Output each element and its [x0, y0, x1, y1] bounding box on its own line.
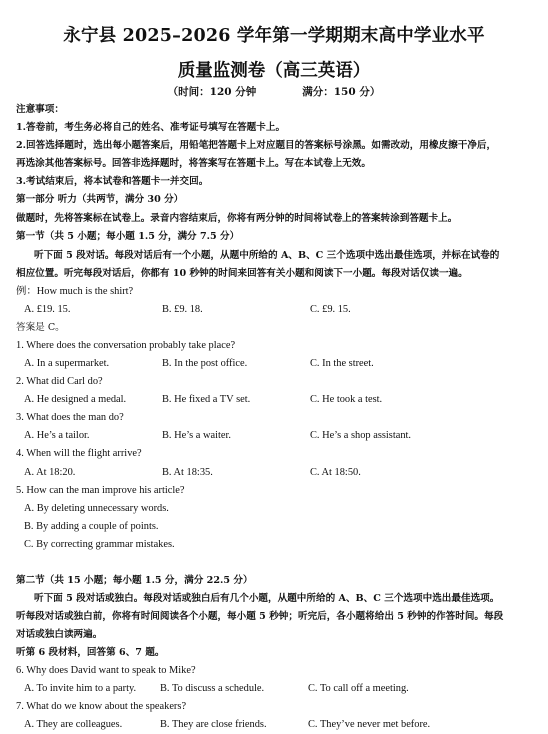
question-5: 5. How can the man improve his article? — [16, 485, 185, 496]
question-7: 7. What do we know about the speakers? — [16, 701, 187, 712]
question-3-option-b: B. He’s a waiter. — [162, 430, 231, 441]
question-3: 3. What does the man do? — [16, 412, 124, 423]
question-1-option-b: B. In the post office. — [162, 358, 248, 369]
question-4-option-b: B. At 18:35. — [162, 467, 213, 478]
part1-heading: 第一部分 听力（共两节，满分 30 分） — [16, 194, 184, 205]
notice-item-2a: 2.回答选择题时，选出每小题答案后，用铅笔把答题卡上对应题目的答案标号涂黑。如需改动，用橡皮擦干净后， — [16, 140, 497, 151]
question-2-option-b: B. He fixed a TV set. — [162, 394, 251, 405]
question-6-option-a: A. To invite him to a party. — [24, 683, 137, 694]
section2-intro-c: 对话或独白读两遍。 — [16, 629, 103, 640]
question-6: 6. Why does David want to speak to Mike? — [16, 665, 196, 676]
question-5-option-c: C. By correcting grammar mistakes. — [24, 539, 175, 550]
exam-title: 永宁县 2025–2026 学年第一学期期末高中学业水平 — [63, 26, 485, 46]
exam-meta — [0, 84, 548, 99]
question-6-option-c: C. To call off a meeting. — [308, 683, 409, 694]
part1-instruction: 做题时，先将答案标在试卷上。录音内容结束后，你将有两分钟的时间将试卷上的答案转涂到答题卡上。 — [16, 213, 458, 224]
question-2-option-c: C. He took a test. — [310, 394, 383, 405]
notice-item-3: 3.考试结束后，将本试卷和答题卡一并交回。 — [16, 176, 209, 187]
exam-score: 满分：150 分） — [302, 86, 381, 98]
question-3-option-c: C. He’s a shop assistant. — [310, 430, 412, 441]
example-option-b: B. £9. 18. — [162, 304, 203, 315]
question-4-option-c: C. At 18:50. — [310, 467, 361, 478]
example-option-c: C. £9. 15. — [310, 304, 351, 315]
example-question: 例：How much is the shirt? — [16, 286, 134, 297]
notice-item-1: 1.答卷前，考生务必将自己的姓名、准考证号填写在答题卡上。 — [16, 122, 286, 133]
section2-intro-a: 听下面 5 段对话或独白。每段对话或独白后有几个小题，从题中所给的 A、B、C 三个选项中选出最佳选项。 — [34, 593, 500, 604]
material-6: 听第 6 段材料，回答第 6、7 题。 — [16, 647, 165, 658]
question-1: 1. Where does the conversation probably take place? — [16, 340, 236, 351]
question-6-option-b: B. To discuss a schedule. — [160, 683, 265, 694]
example-answer: 答案是 C。 — [16, 322, 65, 333]
section1-heading: 第一节（共 5 小题；每小题 1.5 分，满分 7.5 分） — [16, 231, 240, 242]
question-2: 2. What did Carl do? — [16, 376, 103, 387]
question-4: 4. When will the flight arrive? — [16, 448, 142, 459]
exam-time: （时间：120 分钟 — [167, 86, 257, 98]
question-5-option-a: A. By deleting unnecessary words. — [24, 503, 169, 514]
question-1-option-c: C. In the street. — [310, 358, 374, 369]
section1-intro-a: 听下面 5 段对话。每段对话后有一个小题，从题中所给的 A、B、C 三个选项中选出最佳选项，并标在试卷的 — [34, 250, 500, 261]
question-1-option-a: A. In a supermarket. — [24, 358, 110, 369]
exam-subtitle: 质量监测卷（高三英语） — [177, 61, 371, 81]
question-7-option-b: B. They are close friends. — [160, 719, 267, 730]
notice-item-2b: 再选涂其他答案标号。回答非选择题时，将答案写在答题卡上。写在本试卷上无效。 — [16, 158, 371, 169]
question-7-option-a: A. They are colleagues. — [24, 719, 123, 730]
section2-heading: 第二节（共 15 小题；每小题 1.5 分，满分 22.5 分） — [16, 575, 253, 586]
section2-intro-b: 听每段对话或独白前，你将有时间阅读各个小题，每小题 5 秒钟；听完后，各小题将给出 5 秒钟的作答时间。每段 — [16, 611, 504, 622]
section1-intro-b: 相应位置。听完每段对话后，你都有 10 秒钟的时间来回答有关小题和阅读下一小题。每段对话仅读一遍。 — [16, 268, 468, 279]
notice-heading: 注意事项： — [16, 104, 64, 115]
question-4-option-a: A. At 18:20. — [24, 467, 76, 478]
question-2-option-a: A. He designed a medal. — [24, 394, 127, 405]
example-option-a: A. £19. 15. — [24, 304, 71, 315]
question-7-option-c: C. They’ve never met before. — [308, 719, 431, 730]
question-3-option-a: A. He’s a tailor. — [24, 430, 90, 441]
question-5-option-b: B. By adding a couple of points. — [24, 521, 159, 532]
